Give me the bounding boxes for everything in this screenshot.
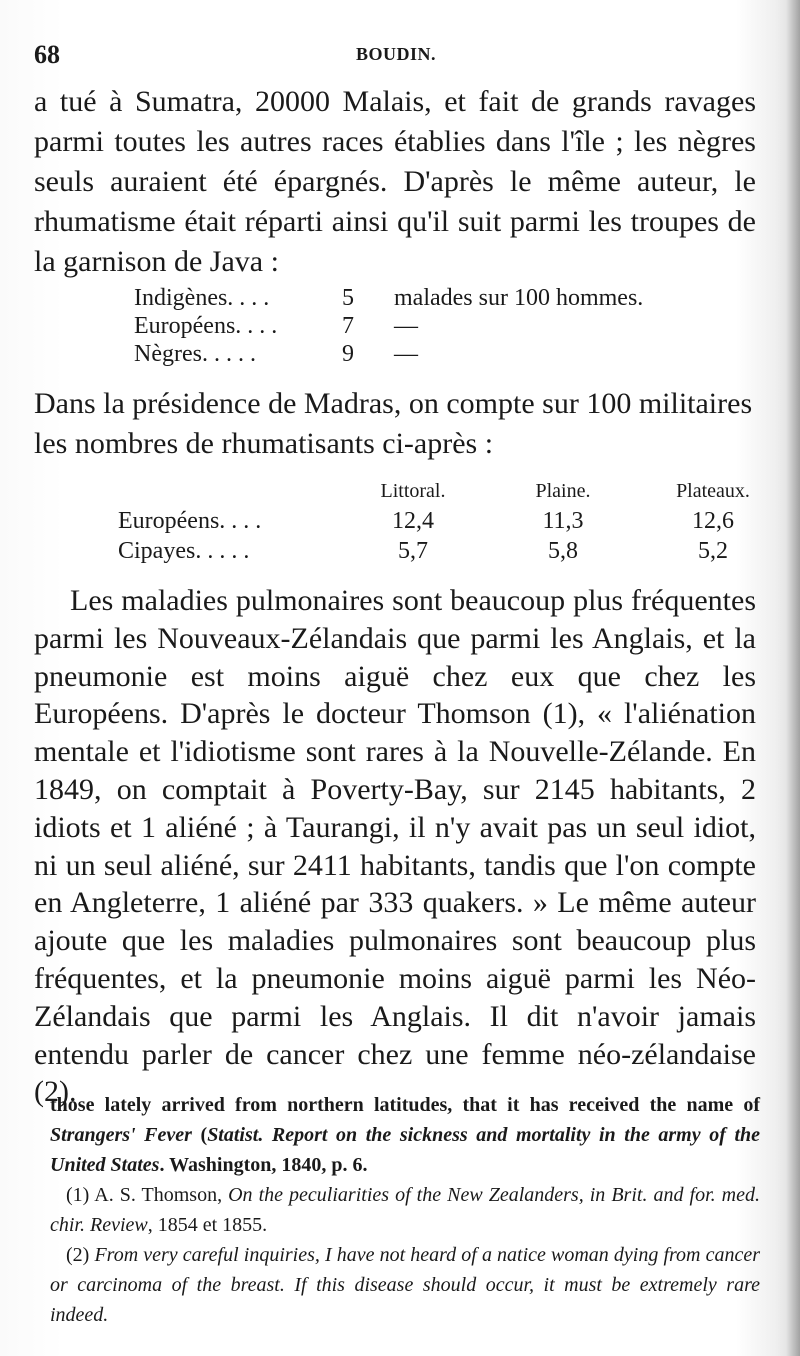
footnote-italic: From very careful inquiries, I have not heard of a natice woman dying from cancer or carcinoma of the breast. If this disease should occur, it must be extremely rare indeed. xyxy=(50,1244,761,1326)
footnote-italic: Statist. Report on the sickness and mortality in the army of the United States xyxy=(50,1124,761,1176)
table-row xyxy=(134,284,643,312)
table-cell: 5,7 xyxy=(398,537,428,564)
table-row xyxy=(118,536,788,566)
row-label: Européens. . . . xyxy=(118,507,262,534)
footnote-text: , 1854 et 1855. xyxy=(147,1214,268,1236)
footnotes xyxy=(50,1090,760,1330)
table-cell: 5,8 xyxy=(548,537,578,564)
row-label: Européens. . . . xyxy=(134,312,278,339)
row-value: 5 xyxy=(342,284,354,311)
running-head: BOUDIN. xyxy=(356,44,437,64)
table-cell: 11,3 xyxy=(542,507,584,534)
footnote-text: ( xyxy=(191,1124,208,1146)
row-value: 7 xyxy=(342,312,354,339)
java-rheumatism-table xyxy=(134,284,643,368)
madras-rheumatism-table xyxy=(118,476,788,566)
footnote-2 xyxy=(50,1240,760,1330)
paragraph-new-zealand: Les maladies pulmonaires sont beaucoup plus fréquentes parmi les Nouveaux-Zélandais que parmi les Anglais, et la pneumonie est moins aiguë chez eux que chez les Européens. D'après le docteur Thomson (1), « l'aliénation mentale et l'idiotisme sont rares à la Nouvelle-Zélande. En 1849, on comptait à Poverty-Bay, sur 2145 habitants, 2 idiots et 1 aliéné ; à Taurangi, il n'y avait pas un seul idiot, ni un seul aliéné, sur 2411 habitants, tandis que l'on compte en Angleterre, 1 aliéné par 333 quakers. » Le même auteur ajoute que les maladies pulmonaires sont beaucoup plus fréquentes, et la pneumonie moins aiguë parmi les Néo-Zélandais que parmi les Anglais. Il dit n'avoir jamais entendu parler de cancer chez une femme néo-zélandaise (2). xyxy=(34,584,756,1109)
footnote-italic: On the peculiarities of the New Zealanders, in Brit. and for. med. chir. Review xyxy=(50,1184,760,1236)
footnote-text: . Washington, 1840, p. 6. xyxy=(159,1154,368,1176)
table-row xyxy=(134,312,643,340)
footnote-1 xyxy=(50,1180,760,1240)
footnote-text: (1) A. S. Thomson, xyxy=(66,1184,229,1206)
row-label: Nègres. . . . . xyxy=(134,340,256,367)
table-cell: 5,2 xyxy=(698,537,728,564)
table-row xyxy=(118,506,788,536)
table-row xyxy=(134,340,643,368)
table-header-row xyxy=(118,476,788,506)
row-value: 9 xyxy=(342,340,354,367)
column-header: Littoral. xyxy=(380,479,446,502)
paragraph-madras: Dans la présidence de Madras, on compte sur 100 militaires les nombres de rhumatisants ci-après : xyxy=(34,387,753,460)
column-header: Plaine. xyxy=(535,479,591,502)
row-unit: — xyxy=(394,312,418,339)
footnote-continuation xyxy=(50,1090,760,1180)
row-unit: malades sur 100 hommes. xyxy=(394,284,644,311)
footnote-text: (2) xyxy=(66,1244,95,1266)
page-spine-shadow xyxy=(786,0,800,1356)
page-header xyxy=(34,40,764,76)
body-text xyxy=(34,82,756,282)
page-number: 68 xyxy=(34,40,60,69)
row-unit: — xyxy=(394,340,418,367)
column-header: Plateaux. xyxy=(676,479,750,502)
row-label: Indigènes. . . . xyxy=(134,284,270,311)
table-cell: 12,4 xyxy=(392,507,434,534)
footnote-text: those lately arrived from northern latitudes, that it has received the name of xyxy=(50,1094,760,1116)
table-cell: 12,6 xyxy=(692,507,734,534)
row-label: Cipayes. . . . . xyxy=(118,537,250,564)
paragraph-java: a tué à Sumatra, 20000 Malais, et fait de grands ravages parmi toutes les autres races établies dans l'île ; les nègres seuls auraient été épargnés. D'après le même auteur, le rhumatisme était réparti ainsi qu'il suit parmi les troupes de la garnison de Java : xyxy=(34,85,756,278)
footnote-italic: Strangers' Fever xyxy=(50,1124,192,1146)
